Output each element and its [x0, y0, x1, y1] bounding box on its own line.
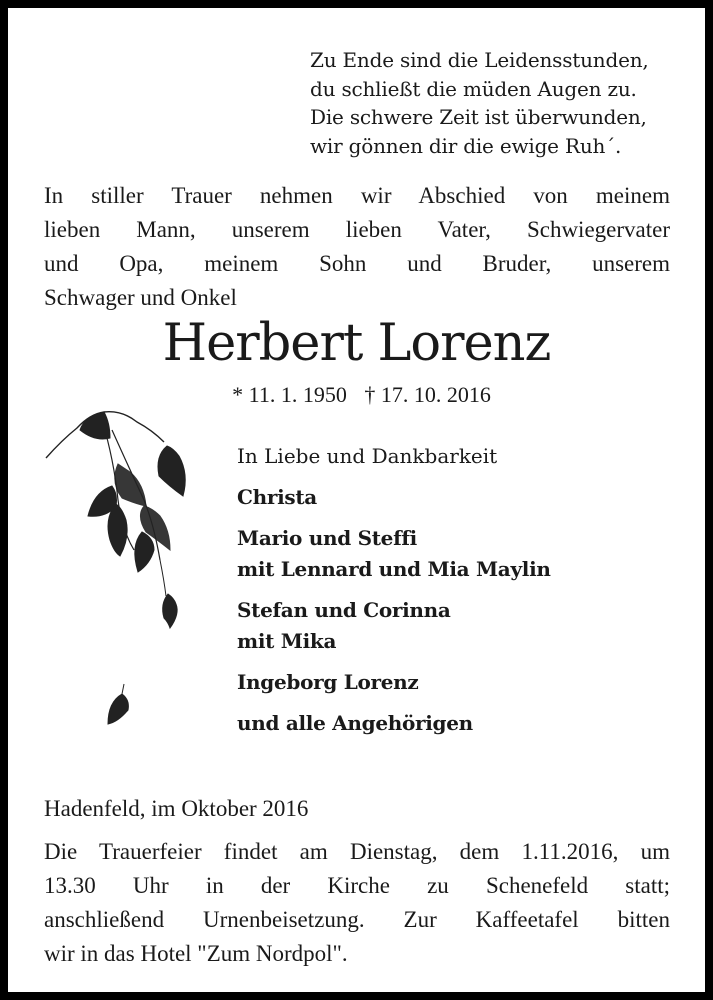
service-info — [44, 835, 670, 971]
birch-branch-icon — [42, 400, 192, 730]
family-member: mit Lennard und Mia Maylin — [237, 557, 551, 581]
poem-line: wir gönnen dir die ewige Ruh´. — [310, 133, 622, 158]
service-line: Die Trauerfeier findet am Dienstag, dem 1.11.2016, um — [44, 839, 670, 864]
family-member: Ingeborg Lorenz — [237, 670, 419, 694]
family-lead: In Liebe und Dankbarkeit — [237, 444, 498, 468]
poem-line: du schließt die müden Augen zu. — [310, 76, 637, 101]
family-group — [237, 523, 551, 585]
family-group — [237, 595, 551, 657]
deceased-name: Herbert Lorenz — [162, 314, 551, 373]
poem-line: Die schwere Zeit ist überwunden, — [310, 105, 647, 129]
family-member: mit Mika — [237, 629, 337, 653]
service-line: 13.30 Uhr in der Kirche zu Schenefeld statt; — [44, 873, 670, 898]
place-date: Hadenfeld, im Oktober 2016 — [44, 796, 309, 821]
family-group — [237, 708, 551, 739]
service-line: wir in das Hotel "Zum Nordpol". — [44, 941, 348, 966]
family-member: und alle Angehörigen — [237, 711, 473, 735]
poem-line: Zu Ende sind die Leidensstunden, — [310, 48, 649, 72]
intro-line: Schwager und Onkel — [44, 285, 237, 310]
family-member: Stefan und Corinna — [237, 598, 451, 622]
family-member: Mario und Steffi — [237, 526, 417, 550]
family-group — [237, 667, 551, 698]
poem — [310, 46, 649, 160]
service-line: anschließend Urnenbeisetzung. Zur Kaffeetafel bitten — [44, 907, 670, 932]
family-list — [237, 441, 551, 749]
obituary-notice — [8, 8, 705, 992]
family-member: Christa — [237, 485, 317, 509]
intro-line: und Opa, meinem Sohn und Bruder, unserem — [44, 251, 670, 276]
birth-date: * 11. 1. 1950 — [232, 382, 347, 407]
intro-line: In stiller Trauer nehmen wir Abschied von meinem — [44, 183, 670, 208]
intro-line: lieben Mann, unserem lieben Vater, Schwiegervater — [44, 217, 670, 242]
intro-text — [44, 179, 670, 315]
death-date: † 17. 10. 2016 — [364, 382, 491, 407]
family-group — [237, 482, 551, 513]
